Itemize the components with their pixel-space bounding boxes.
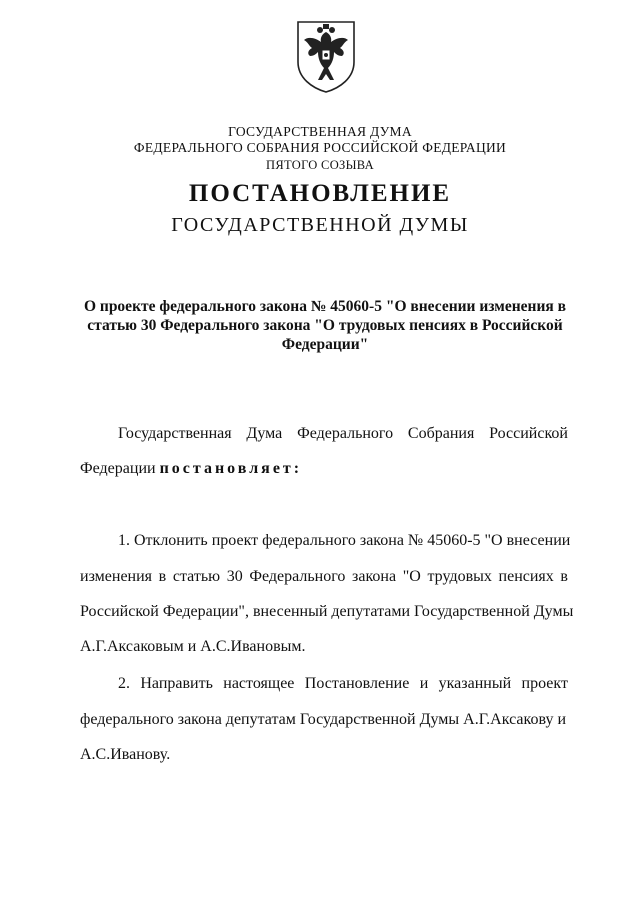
preamble-word: Собрания [407,425,475,442]
chamber-name: ГОСУДАРСТВЕННАЯ ДУМА [228,124,412,139]
item2-word: проект [521,675,568,692]
item1-word: закона [352,568,397,585]
item1-word: пенсиях [498,568,554,585]
item1-line-2 [80,568,568,586]
item2-word: указанный [438,675,512,692]
item1-word: в [158,568,167,585]
item2-line-3: А.С.Иванову. [80,746,171,763]
item2-line-1 [118,675,568,693]
item1-word: в [560,568,568,585]
item1-word: статью [172,568,221,585]
item1-word: изменения [80,568,153,585]
item1-line-4: А.Г.Аксаковым и А.С.Ивановым. [80,638,306,655]
preamble-line-2 [80,460,302,478]
item1-word: трудовых [427,568,492,585]
item2-word: 2. [118,675,130,692]
item1-word: "О [402,568,421,585]
document-title: ПОСТАНОВЛЕНИЕ [188,180,452,207]
assembly-name: ФЕДЕРАЛЬНОГО СОБРАНИЯ РОССИЙСКОЙ ФЕДЕРАЦИИ [133,140,507,155]
preamble-word: Федерации [80,460,156,477]
item1-word: Федерального [249,568,346,585]
item2-word: настоящее [223,675,295,692]
preamble-word: Российской [489,425,568,442]
resolution-subject: О проекте федерального закона № 45060-5 "О внесении изменения в статью 30 Федерального закона "О трудовых пенсиях в Российской Федерации" [83,298,567,353]
preamble-line-1 [118,425,568,443]
item1-line-3: Российской Федерации", внесенный депутатами Государственной Думы [80,603,574,620]
preamble-word: Государственная [118,425,232,442]
coat-of-arms-emblem [294,18,358,94]
item1-word: 30 [226,568,243,585]
document-subtitle: ГОСУДАРСТВЕННОЙ ДУМЫ [171,214,469,236]
preamble-word: Дума [246,425,283,442]
item1-line-1: 1. Отклонить проект федерального закона № 45060-5 "О внесении [118,532,571,549]
item2-line-2: федерального закона депутатам Государственной Думы А.Г.Аксакову и [80,711,567,728]
decree-verb: постановляет: [159,460,303,477]
item2-word: Направить [140,675,213,692]
preamble-word: Федерального [297,425,394,442]
item2-word: Постановление [304,675,410,692]
item2-word: и [419,675,429,692]
convocation: ПЯТОГО СОЗЫВА [266,158,374,172]
